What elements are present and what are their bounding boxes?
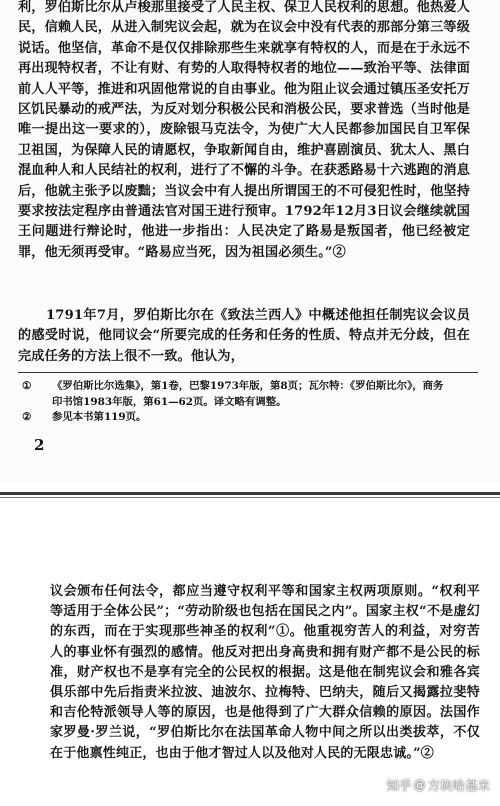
footnote-text: 参见本书第119页。 [52, 411, 147, 424]
footnotes [22, 379, 452, 426]
footnote-marker: ② [22, 411, 32, 424]
paragraph-equality-and-sovereignty: 议会颁布任何法令，都应当遵守权利平等和国家主权两项原则。“权利平等适用于全体公民”；“劳动阶级也包括在国民之内”。国家主权“不是虚幻的东西，而在于实现那些神圣的权利”①。他重视穷苦人的利益，对穷苦人的事业怀有强烈的感情。他反对把出身高贵和拥有财产都不是公民的标准，财产权也不是享有完全的公民权的根据。这是他在制宪议会和雅各宾俱乐部中先后指责米拉波、迪波尔、拉梅特、巴纳夫，随后又揭露拉斐特和吉伦特派领导人等的原因，也是他得到了广大群众信赖的原因。法国作家罗曼·罗兰说，“罗伯斯比尔在法国革命人物中间之所以出类拔萃，不仅在于他禀性纯正，也由于他才智过人以及他对人民的无限忠诚。”② [50, 584, 480, 761]
at-icon: @ [413, 778, 426, 792]
body-text-block [18, 306, 470, 367]
paragraph-letter-to-the-french: 1791年7月，罗伯斯比尔在《致法兰西人》中概述他担任制宪议会议员的感受时说，他同议会“所要完成的任务和任务的性质、特点并无分歧，但在完成任务的方法上很不一致。他认为， [18, 308, 470, 364]
watermark-platform: 知乎 [386, 778, 412, 793]
footnote-text: 《罗伯斯比尔选集》，第1卷，巴黎1973年版，第8页；瓦尔特：《罗伯斯比尔》，商务印书馆1983年版，第61—62页。译文略有调整。 [52, 380, 444, 408]
paragraph-rights-and-sovereignty: 利，罗伯斯比尔从卢梭那里接受了人民主权、保卫人民权利的思想。他热爱人民，信赖人民，从进入制宪议会起，就为在议会中没有代表的那部分第三等级说话。他坚信，革命不是仅仅排除那些生来就享有特权的人，而是在于永远不再出现特权者，不让有财、有势的人取得特权者的地位——致治平等、法律面前人人平等，推进和巩固他常说的自由事业。他为阻止议会通过镇压圣安托万区饥民暴动的戒严法，为反对划分积极公民和消极公民，要求普选（当时他是唯一提出这一要求的），废除银马克法令，为使广大人民都参加国民自卫军保卫祖国，为保障人民的请愿权，争取新闻自由，维护喜剧演员、犹太人、黑白混血种人和人民结社的权利，进行了不懈的斗争。在获悉路易十六逃跑的消息后，他就主张予以废黜；当议会中有人提出所谓国王的不可侵犯性时，他坚持要求按法定程序由普通法官对国王进行预审。1792年12月3日议会继续就国王问题进行辩论时，他进一步指出：人民决定了路易是叛国者，他已经被定罪，他无须再受审。“路易应当死，因为祖国必须生。”② [18, 0, 470, 260]
footnote-marker: ① [22, 380, 32, 392]
footnote-item [22, 379, 452, 410]
zhihu-watermark [386, 776, 490, 794]
body-text-block [18, 0, 470, 263]
watermark-author: 方块哈基米 [427, 778, 490, 793]
footnote-item [22, 410, 452, 426]
scanned-page-bottom [0, 516, 500, 806]
body-text-block [50, 582, 480, 764]
scan-separator [0, 492, 500, 495]
page-number: 2 [34, 436, 45, 454]
footnote-divider [18, 372, 478, 373]
scan-separator-thin [0, 497, 500, 498]
